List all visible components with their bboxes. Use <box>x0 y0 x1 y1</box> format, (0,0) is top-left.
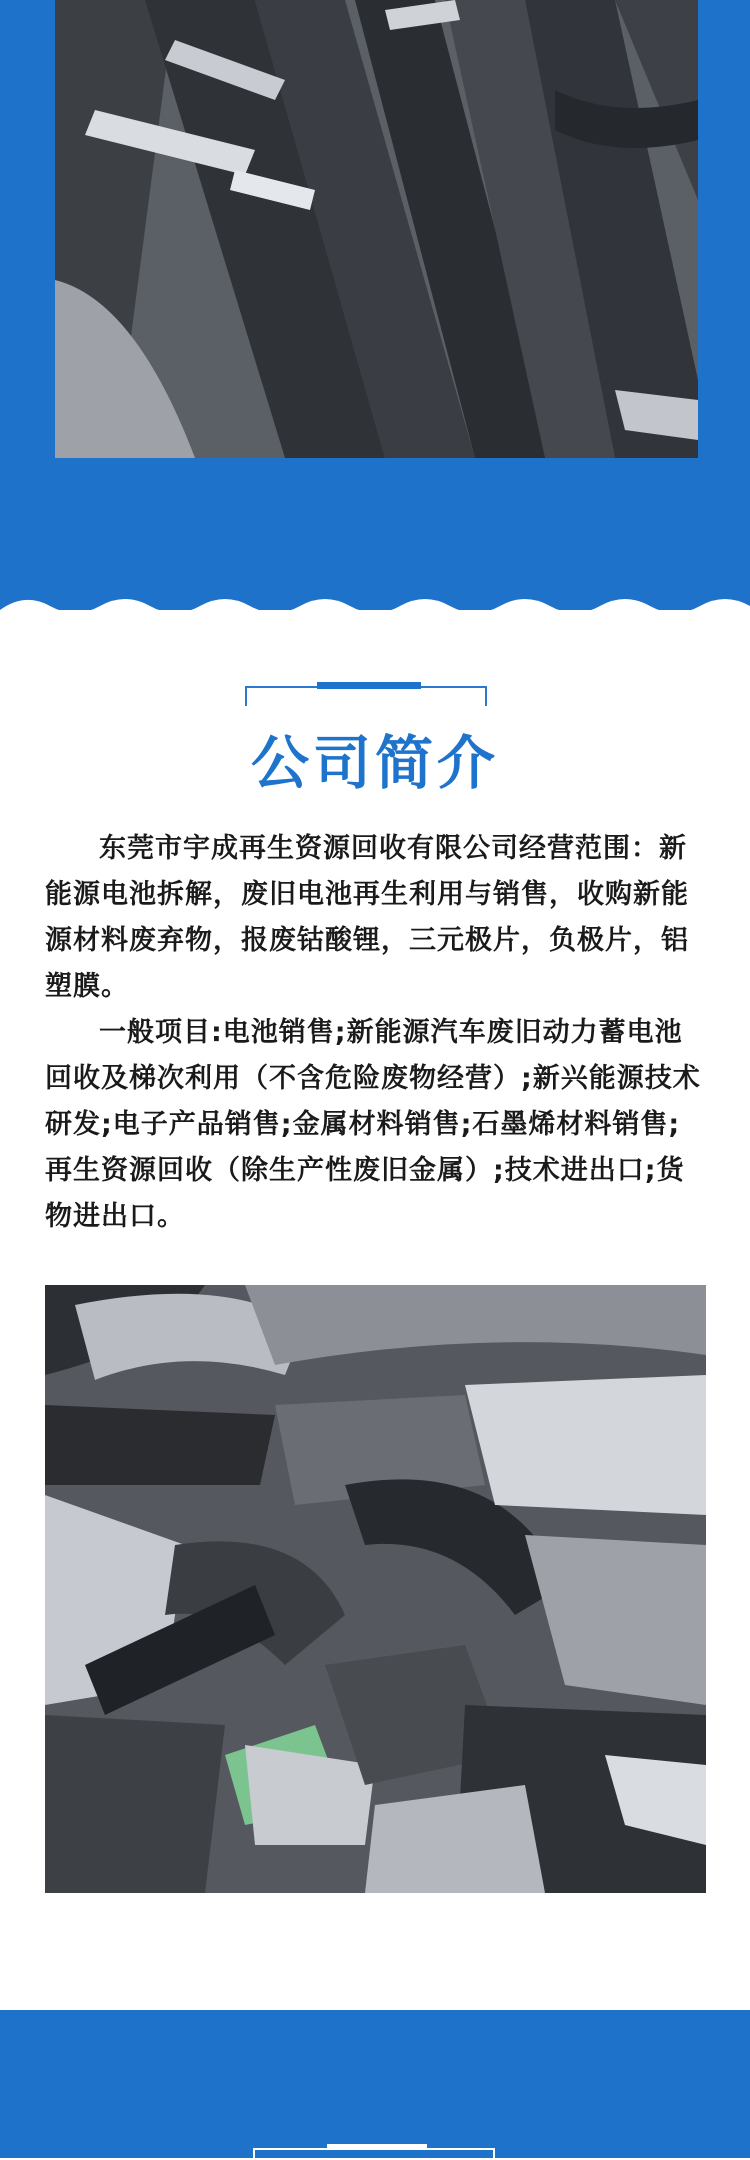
scrap-strips-photo <box>55 0 698 458</box>
scrap-foil-photo <box>45 1285 706 1893</box>
bottom-blue-band <box>0 2010 750 2158</box>
section-title: 公司简介 <box>250 729 499 797</box>
intro-paragraph-scope: 东莞市宇成再生资源回收有限公司经营范围：新能源电池拆解，废旧电池再生利用与销售，收购新能源材料废弃物，报废钴酸锂，三元极片，负极片，铝塑膜。 <box>45 833 689 1002</box>
intro-paragraph-general: 一般项目:电池销售;新能源汽车废旧动力蓄电池回收及梯次利用（不含危险废物经营）;新兴能源技术研发;电子产品销售;金属材料销售;石墨烯材料销售;再生资源回收（除生产性废旧金属）;技术进出口;货物进出口。 <box>45 1017 701 1232</box>
top-wave-divider <box>0 584 750 634</box>
